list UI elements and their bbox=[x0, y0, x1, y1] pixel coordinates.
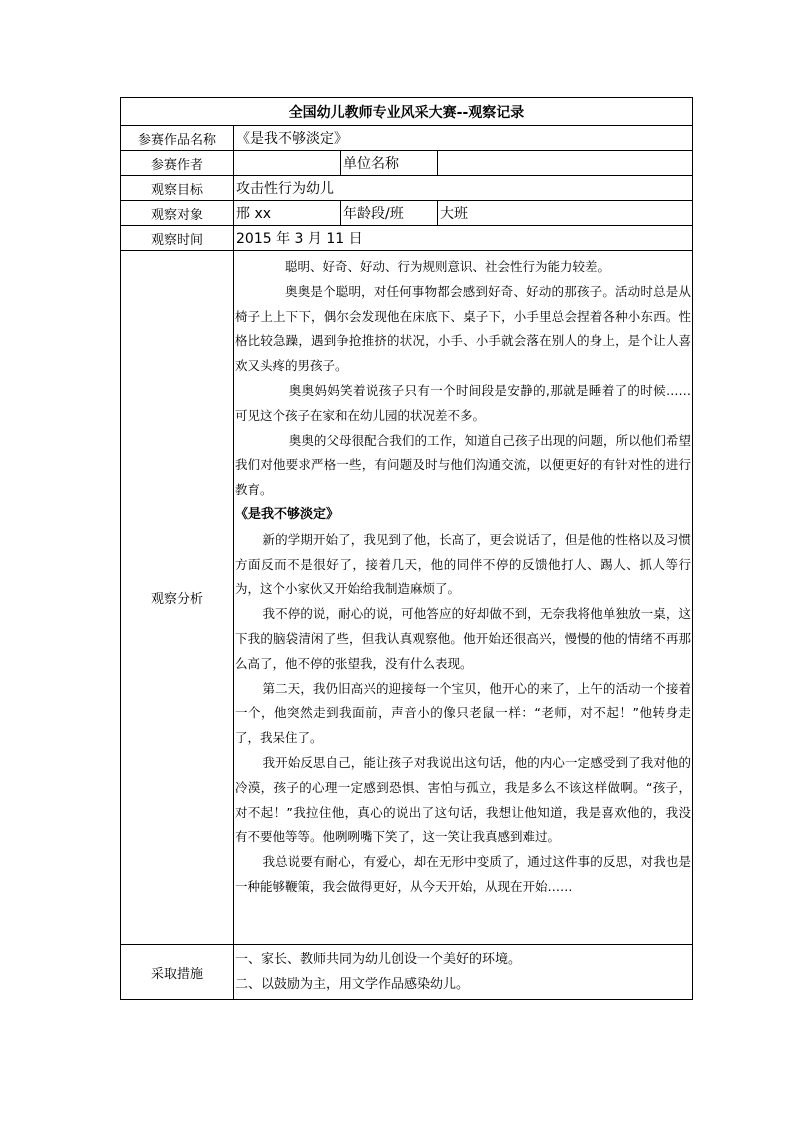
analysis-paragraph: 奥奥妈妈笑着说孩子只有一个时间段是安静的,那就是睡着了的时候……可见这个孩子在家和在幼儿园的状况差不多。 bbox=[235, 382, 691, 423]
story-title: 《是我不够淡定》 bbox=[235, 506, 340, 522]
analysis-label: 观察分析 bbox=[121, 251, 234, 945]
measure-item: 一、家长、教师共同为幼儿创设一个美好的环境。 bbox=[235, 952, 522, 967]
measures-label: 采取措施 bbox=[121, 945, 234, 1000]
analysis-paragraph: 奥奥是个聪明，对任何事物都会感到好奇、好动的那孩子。活动时总是从椅子上上下下，偶尔会发现他在床底下、桌子下，小手里总会捏着各种小东西。性格比较急躁，遇到争抢推挤的状况，小手、小手就会落在别人的身上，是个让人喜欢又头疼的男孩子。 bbox=[235, 283, 691, 374]
age-class-value: 大班 bbox=[438, 201, 693, 226]
work-name-label: 参赛作品名称 bbox=[121, 126, 234, 151]
subject-label: 观察对象 bbox=[121, 201, 234, 226]
observation-record-table bbox=[120, 97, 693, 1000]
analysis-paragraph: 聪明、好奇、好动、行为规则意识、社会性行为能力较差。 bbox=[285, 259, 611, 274]
form-title: 全国幼儿教师专业风采大赛--观察记录 bbox=[121, 98, 693, 126]
author-value bbox=[234, 151, 341, 176]
author-label: 参赛作者 bbox=[121, 151, 234, 176]
measures-content bbox=[234, 945, 693, 1000]
age-class-label: 年龄段/班 bbox=[341, 201, 438, 226]
time-value: 2015 年 3 月 11 日 bbox=[234, 226, 693, 251]
unit-name-value bbox=[438, 151, 693, 176]
unit-name-label: 单位名称 bbox=[341, 151, 438, 176]
analysis-content bbox=[234, 251, 693, 945]
analysis-paragraph: 奥奥的父母很配合我们的工作，知道自己孩子出现的问题，所以他们希望我们对他要求严格一些，有问题及时与他们沟通交流，以便更好的有针对性的进行教育。 bbox=[235, 432, 691, 498]
story-paragraph: 我总说要有耐心，有爱心，却在无形中变质了，通过这件事的反思，对我也是一种能够鞭策，我会做得更好，从今天开始，从现在开始…… bbox=[235, 854, 691, 894]
work-name-value: 《是我不够淡定》 bbox=[234, 126, 693, 151]
target-label: 观察目标 bbox=[121, 176, 234, 201]
subject-value: 邢 xx bbox=[234, 201, 341, 226]
measure-item: 二、以鼓励为主，用文学作品感染幼儿。 bbox=[235, 977, 470, 992]
story-paragraph: 第二天，我仍旧高兴的迎接每一个宝贝，他开心的来了，上午的活动一个接着一个，他突然走到我面前，声音小的像只老鼠一样：“老师，对不起！”他转身走了，我呆住了。 bbox=[235, 680, 691, 746]
story-paragraph: 我不停的说，耐心的说，可他答应的好却做不到，无奈我将他单独放一桌，这下我的脑袋清闲了些，但我认真观察他。他开始还很高兴，慢慢的他的情绪不再那么高了，他不停的张望我，没有什么表现。 bbox=[235, 606, 691, 671]
time-label: 观察时间 bbox=[121, 226, 234, 251]
story-paragraph: 我开始反思自己，能让孩子对我说出这句话，他的内心一定感受到了我对他的冷漠，孩子的心理一定感到恐惧、害怕与孤立，我是多么不该这样做啊。“孩子，对不起！”我拉住他，真心的说出了这句话，我想让他知道，我是喜欢他的，我没有不要他等等。他咧咧嘴下笑了，这一笑让我真感到难过。 bbox=[235, 754, 691, 845]
story-paragraph: 新的学期开始了，我见到了他，长高了，更会说话了，但是他的性格以及习惯方面反而不是很好了，接着几天，他的同伴不停的反馈他打人、踢人、抓人等行为，这个小家伙又开始给我制造麻烦了。 bbox=[235, 531, 691, 597]
target-value: 攻击性行为幼儿 bbox=[234, 176, 693, 201]
